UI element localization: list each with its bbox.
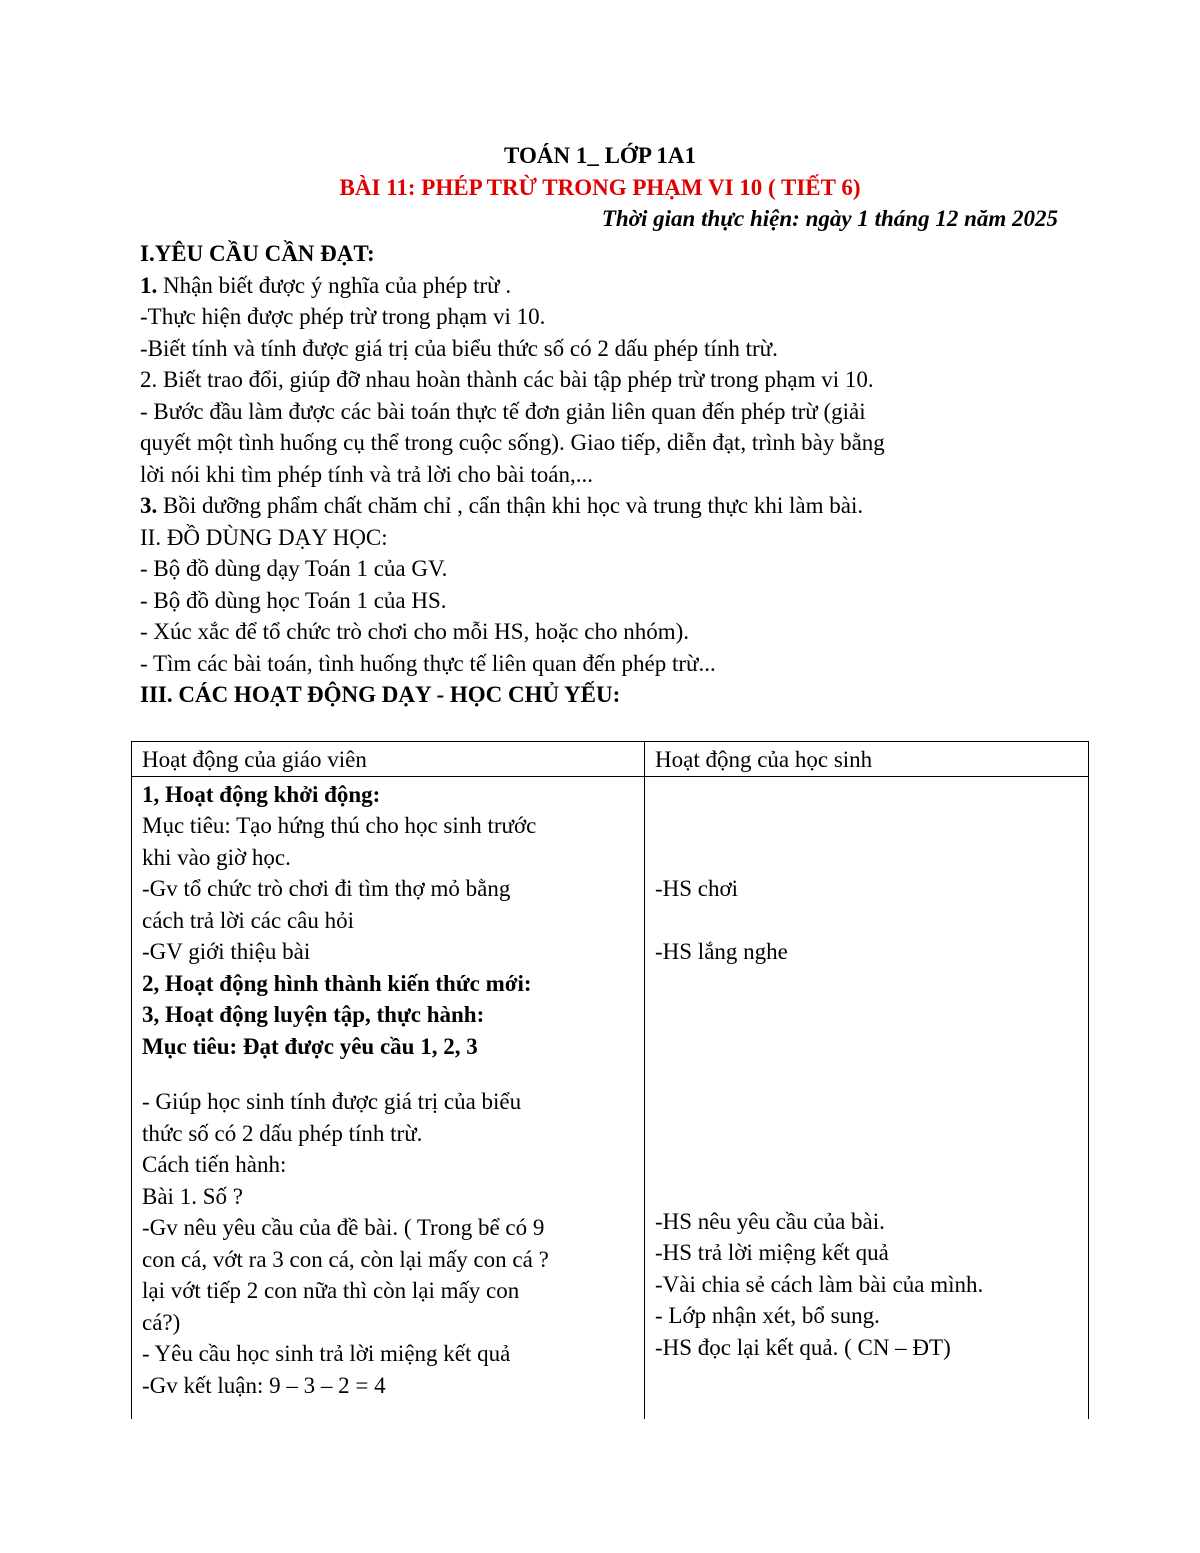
objective-line: - Bước đầu làm được các bài toán thực tế đơn giản liên quan đến phép trừ (giải — [140, 398, 866, 424]
objective-3-number: 3. — [140, 493, 158, 518]
student-line: -HS chơi — [655, 875, 739, 901]
teacher-line: -Gv nêu yêu cầu của đề bài. ( Trong bể có 9 — [142, 1215, 545, 1240]
table-header-row — [132, 742, 1089, 777]
spacer — [142, 1062, 634, 1086]
objective-line: -Biết tính và tính được giá trị của biểu thức số có 2 dấu phép tính trừ. — [140, 335, 778, 361]
teacher-line: khi vào giờ học. — [142, 844, 291, 870]
teacher-line: Mục tiêu: Tạo hứng thú cho học sinh trước — [142, 813, 537, 838]
teacher-line: -GV giới thiệu bài — [142, 939, 311, 964]
section-3-heading: III. CÁC HOẠT ĐỘNG DẠY - HỌC CHỦ YẾU: — [140, 682, 621, 707]
activity-heading: 1, Hoạt động khởi động: — [142, 781, 381, 807]
student-column-header: Hoạt động của học sinh — [645, 742, 1089, 777]
subject-title: TOÁN 1_ LỚP 1A1 — [504, 143, 696, 168]
teacher-activities-cell — [132, 776, 645, 1419]
teacher-line: Bài 1. Số ? — [142, 1183, 243, 1209]
document-body — [140, 238, 1060, 711]
teacher-column-header: Hoạt động của giáo viên — [132, 742, 645, 777]
student-line: -HS nêu yêu cầu của bài. — [655, 1208, 885, 1234]
student-line: -HS đọc lại kết quả. ( CN – ĐT) — [655, 1334, 951, 1360]
teacher-line: -Gv kết luận: 9 – 3 – 2 = 4 — [142, 1372, 386, 1398]
activity-heading: 3, Hoạt động luyện tập, thực hành: — [142, 1002, 485, 1027]
material-item: - Bộ đồ dùng học Toán 1 của HS. — [140, 587, 447, 613]
teacher-line: thức số có 2 dấu phép tính trừ. — [142, 1120, 423, 1146]
objective-line: -Thực hiện được phép trừ trong phạm vi 10. — [140, 304, 546, 329]
objective-3 — [140, 490, 1060, 522]
teacher-line: cách trả lời các câu hỏi — [142, 907, 355, 933]
objective-3-text: Bồi dưỡng phẩm chất chăm chỉ , cẩn thận khi học và trung thực khi làm bài. — [157, 493, 864, 518]
section-1-heading: I.YÊU CẦU CẦN ĐẠT: — [140, 241, 375, 266]
objective-line: quyết một tình huống cụ thể trong cuộc sống). Giao tiếp, diễn đạt, trình bày bằng — [140, 430, 885, 455]
student-line: -HS trả lời miệng kết quả — [655, 1240, 889, 1265]
objective-line: 2. Biết trao đổi, giúp đỡ nhau hoàn thành các bài tập phép trừ trong phạm vi 10. — [140, 367, 874, 392]
activities-table — [131, 741, 1089, 1419]
objective-line: lời nói khi tìm phép tính và trả lời cho bài toán,... — [140, 461, 593, 487]
document-header — [0, 140, 1200, 231]
student-line: -Vài chia sẻ cách làm bài của mình. — [655, 1271, 984, 1297]
material-item: - Tìm các bài toán, tình huống thực tế liên quan đến phép trừ... — [140, 650, 716, 676]
schedule-date: Thời gian thực hiện: ngày 1 tháng 12 năm 2025 — [601, 206, 1058, 231]
teacher-line: cá?) — [142, 1309, 181, 1335]
table-row — [132, 776, 1089, 1419]
objective-1-number: 1. — [140, 272, 158, 298]
student-line: - Lớp nhận xét, bổ sung. — [655, 1303, 880, 1328]
teacher-line: lại vớt tiếp 2 con nữa thì còn lại mấy con — [142, 1278, 520, 1303]
teacher-line: Cách tiến hành: — [142, 1152, 287, 1177]
student-activities-cell — [645, 776, 1089, 1419]
teacher-line: - Yêu cầu học sinh trả lời miệng kết quả — [142, 1341, 511, 1366]
activity-objective: Mục tiêu: Đạt được yêu cầu 1, 2, 3 — [142, 1033, 478, 1059]
objective-1 — [140, 270, 1060, 302]
activity-heading: 2, Hoạt động hình thành kiến thức mới: — [142, 970, 532, 996]
teacher-line: con cá, vớt ra 3 con cá, còn lại mấy con cá ? — [142, 1246, 549, 1272]
teacher-line: -Gv tổ chức trò chơi đi tìm thợ mỏ bằng — [142, 876, 511, 901]
objective-1-text: Nhận biết được ý nghĩa của phép trừ . — [157, 272, 512, 298]
section-2-heading: II. ĐỒ DÙNG DẠY HỌC: — [140, 524, 388, 550]
material-item: - Xúc xắc để tổ chức trò chơi cho mỗi HS, hoặc cho nhóm). — [140, 619, 690, 644]
lesson-title: BÀI 11: PHÉP TRỪ TRONG PHẠM VI 10 ( TIẾT 6) — [339, 175, 861, 200]
student-line: -HS lắng nghe — [655, 939, 788, 964]
teacher-line: - Giúp học sinh tính được giá trị của biểu — [142, 1089, 522, 1114]
material-item: - Bộ đồ dùng dạy Toán 1 của GV. — [140, 556, 448, 581]
